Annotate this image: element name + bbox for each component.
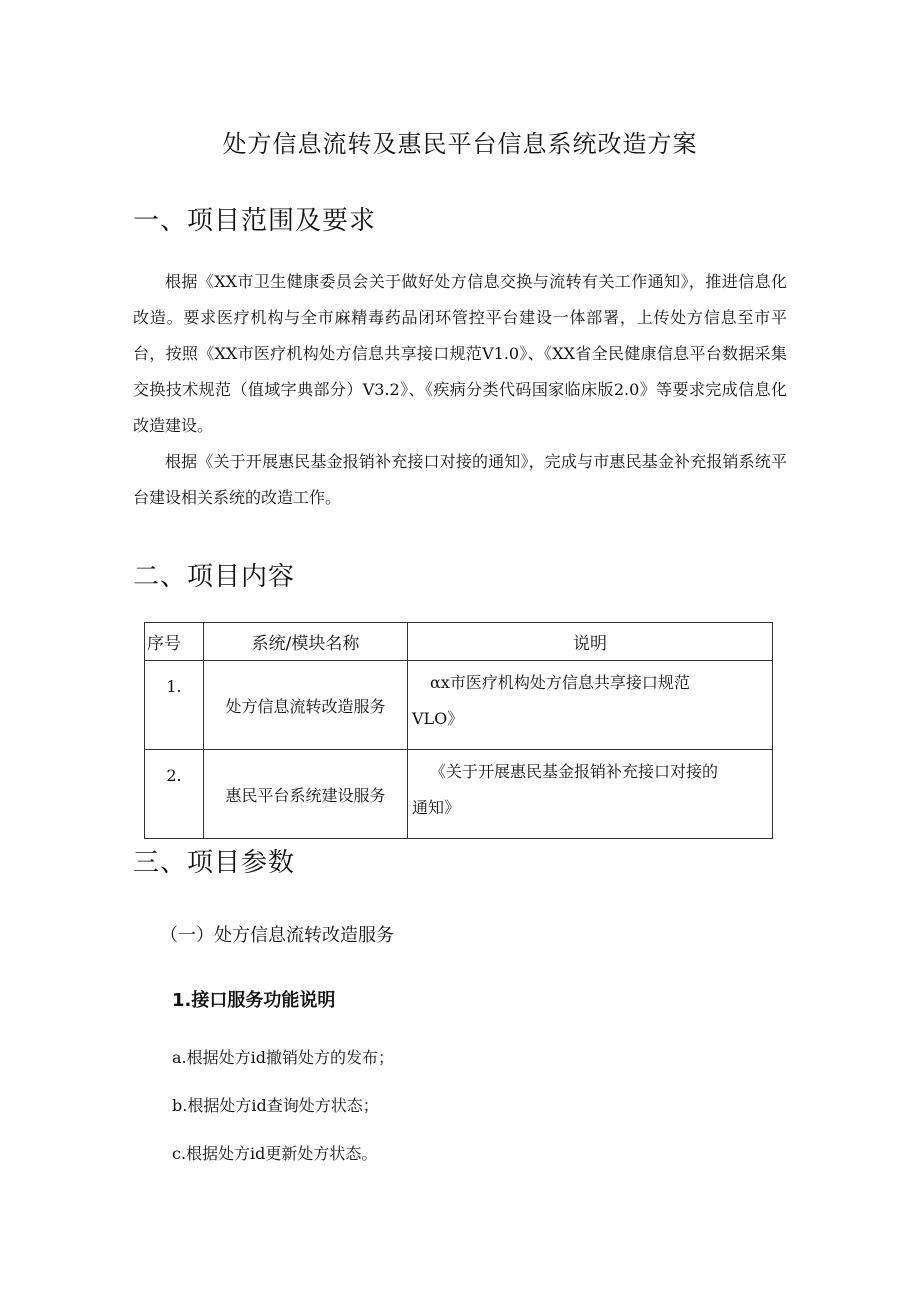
paragraph-requirements: 根据《XX市卫生健康委员会关于做好处方信息交换与流转有关工作通知》，推进信息化改造。要求医疗机构与全市麻精毒药品闭环管控平台建设一体部署，上传处方信息至市平台，按照《XX市医疗机构处方信息共享接口规范V1.0》、《XX省全民健康信息平台数据采集交换技术规范（值域字典部分）V3.2》、《疾病分类代码国家临床版2.0》等要求完成信息化改造建设。 — [133, 272, 787, 435]
header-system: 系统/模块名称 — [204, 623, 408, 661]
function-item: a.根据处方id撤销处方的发布； — [172, 1048, 394, 1067]
row-desc-line1: αx市医疗机构处方信息共享接口规范 — [430, 673, 690, 692]
header-num: 序号 — [145, 623, 204, 661]
header-desc: 说明 — [408, 623, 773, 661]
paragraph-fund: 根据《关于开展惠民基金报销补充接口对接的通知》，完成与市惠民基金补充报销系统平台建设相关系统的改造工作。 — [133, 452, 787, 507]
section-heading-content: 二、项目内容 — [133, 562, 296, 592]
row-desc-line2: VLO》 — [412, 709, 464, 728]
row-desc — [408, 750, 773, 839]
section-heading-scope: 一、项目范围及要求 — [133, 206, 377, 236]
document-title: 处方信息流转及惠民平台信息系统改造方案 — [222, 130, 698, 158]
project-content-table — [144, 622, 773, 839]
row-desc-line2: 通知》 — [412, 798, 461, 817]
row-num: 2. — [145, 750, 204, 839]
row-num: 1. — [145, 661, 204, 750]
section-scope-body — [133, 264, 787, 516]
row-desc-line1: 《关于开展惠民基金报销补充接口对接的 — [430, 762, 719, 781]
subsection-heading: （一）处方信息流转改造服务 — [160, 925, 394, 946]
table-row — [145, 661, 773, 750]
row-system: 惠民平台系统建设服务 — [204, 750, 408, 839]
row-desc — [408, 661, 773, 750]
table-header-row — [145, 623, 773, 661]
function-item: b.根据处方id查询处方状态； — [172, 1096, 379, 1115]
section-heading-params: 三、项目参数 — [133, 848, 296, 878]
row-system: 处方信息流转改造服务 — [204, 661, 408, 750]
subsection-subheading: 1.接口服务功能说明 — [172, 990, 336, 1011]
table-row — [145, 750, 773, 839]
function-item: c.根据处方id更新处方状态。 — [172, 1144, 378, 1163]
